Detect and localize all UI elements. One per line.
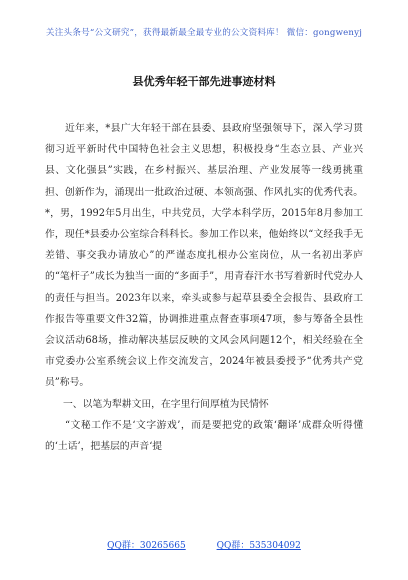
document-title: 县优秀年轻干部先进事迹材料 — [132, 75, 276, 88]
document-body — [45, 118, 363, 457]
section-paragraph: “文秘工作不是‘文字游戏’，而是要把党的政策‘翻译’成群众听得懂的‘土话’，把基层的声音‘提 — [45, 419, 363, 453]
section-heading: 一、以笔为犁耕文田，在字里行间厚植为民情怀 — [63, 398, 269, 410]
intro-paragraph: 近年来，*县广大年轻干部在县委、县政府坚强领导下，深入学习贯彻习近平新时代中国特色社会主义思想，积极投身“生态立县、产业兴县、文化强县”实践，在乡村振兴、基层治理、产业发展等一线勇挑重担、创新作为，涌现出一批政治过硬、本领高强、作风扎实的优秀代表。*，男，1992年5月出生，中共党员，大学本科学历，2015年8月参加工作，现任*县委办公室综合科科长。参加工作以来，他始终以“文经我手无差错、事交我办请放心”的严谨态度扎根办公室岗位，从一名初出茅庐的“笔杆子”成长为独当一面的“多面手”，用青春汗水书写着新时代党办人的责任与担当。2023年以来，牵头或参与起草县委全会报告、县政府工作报告等重要文件32篇，协调推进重点督查事项47项，参与筹备全县性会议活动68场，推动解决基层反映的文风会风问题12个，相关经验在全市党委办公室系统会议上作交流发言，2024年被县委授予“优秀共产党员”称号。 — [45, 123, 363, 389]
qq-group-link-2[interactable]: QQ群：535304092 — [216, 541, 301, 551]
header-note: 关注头条号“公文研究”，获得最新最全最专业的公文资料库！ 微信：gongwenyj — [45, 28, 363, 38]
footer — [0, 538, 408, 551]
qq-group-link-1[interactable]: QQ群：30265665 — [107, 541, 186, 551]
